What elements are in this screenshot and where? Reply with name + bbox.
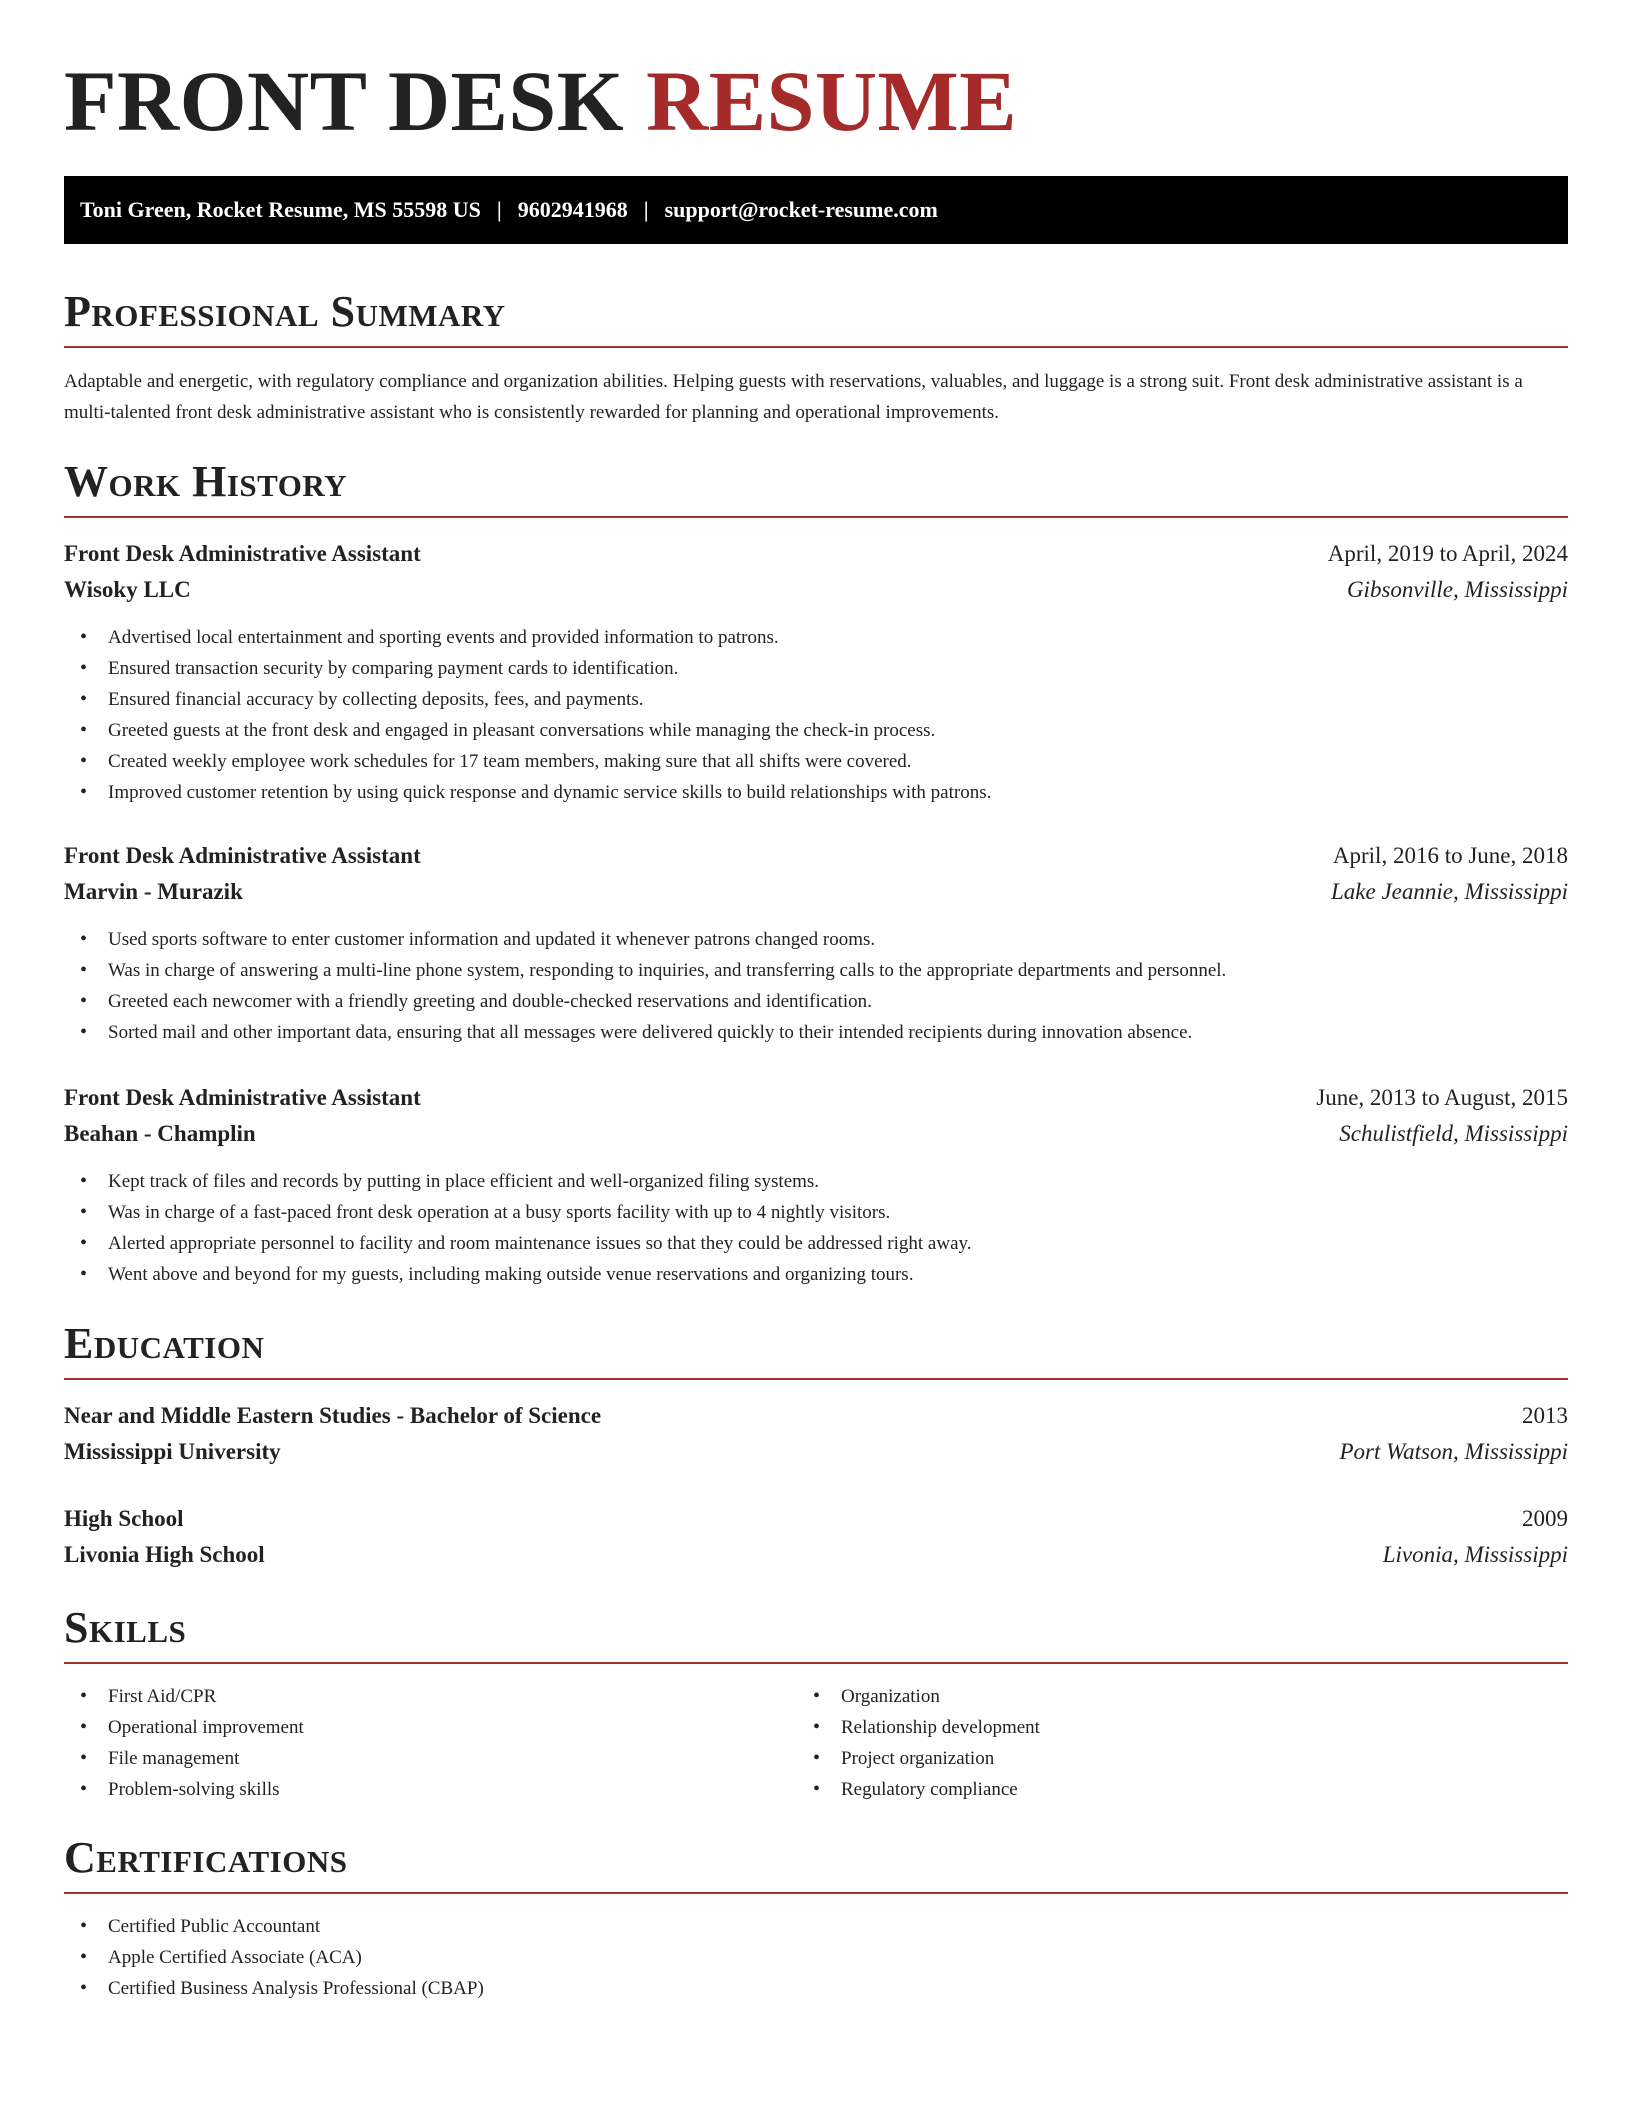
list-item: • Greeted guests at the front desk and engaged in pleasant conversations while managing the check-in process. <box>64 715 991 746</box>
job-location: Lake Jeannie, Mississippi <box>1331 879 1568 904</box>
contact-email: support@rocket-resume.com <box>664 197 938 222</box>
job-title: Front Desk Administrative Assistant <box>64 541 421 566</box>
job-company: Wisoky LLC <box>64 577 191 602</box>
section-title-summary: Professional Summary <box>64 287 506 336</box>
education-year: 2013 <box>1522 1403 1568 1428</box>
list-item: • Certified Public Accountant <box>64 1911 484 1942</box>
list-item: • Greeted each newcomer with a friendly greeting and double-checked reservations and identification. <box>64 986 1226 1017</box>
section-divider <box>64 1662 1568 1664</box>
job-company: Beahan - Champlin <box>64 1121 256 1146</box>
contact-address: Toni Green, Rocket Resume, MS 55598 US <box>80 197 481 222</box>
contact-separator: | <box>643 197 649 222</box>
list-item: • Certified Business Analysis Professional (CBAP) <box>64 1973 484 2004</box>
job-header <box>64 838 1568 874</box>
list-item: • Operational improvement <box>64 1712 304 1743</box>
list-item: • Was in charge of answering a multi-line phone system, responding to inquiries, and transferring calls to the appropriate departments and personnel. <box>64 955 1226 986</box>
title-main: FRONT DESK <box>64 53 625 149</box>
job-bullets <box>64 622 991 808</box>
education-degree: Near and Middle Eastern Studies - Bachelor of Science <box>64 1403 602 1428</box>
job-dates: April, 2019 to April, 2024 <box>1327 541 1568 566</box>
section-divider <box>64 1892 1568 1894</box>
education-header <box>64 1398 1568 1434</box>
job-title: Front Desk Administrative Assistant <box>64 1085 421 1110</box>
list-item: • Ensured transaction security by comparing payment cards to identification. <box>64 653 991 684</box>
job-header <box>64 536 1568 572</box>
summary-text: Adaptable and energetic, with regulatory compliance and organization abilities. Helping guests with reservations, valuables, and luggage is a strong suit. Front desk administrative assistant is a multi-talented front desk administrative assistant who is consistently rewarded for planning and operational improvements. <box>64 371 1523 423</box>
section-title-education: Education <box>64 1319 265 1368</box>
job-title: Front Desk Administrative Assistant <box>64 843 421 868</box>
list-item: • Alerted appropriate personnel to facility and room maintenance issues so that they could be addressed right away. <box>64 1228 972 1259</box>
list-item: • Sorted mail and other important data, ensuring that all messages were delivered quickly to their intended recipients during innovation absence. <box>64 1017 1226 1048</box>
job-bullets <box>64 1166 972 1290</box>
list-item: • Problem-solving skills <box>64 1774 304 1805</box>
job-location: Schulistfield, Mississippi <box>1339 1121 1568 1146</box>
list-item: • Created weekly employee work schedules for 17 team members, making sure that all shifts were covered. <box>64 746 991 777</box>
list-item: • Apple Certified Associate (ACA) <box>64 1942 484 1973</box>
job-bullets <box>64 924 1226 1048</box>
job-header <box>64 1080 1568 1116</box>
education-school: Livonia High School <box>64 1542 265 1567</box>
list-item: • Improved customer retention by using quick response and dynamic service skills to build relationships with patrons. <box>64 777 991 808</box>
list-item: • Relationship development <box>797 1712 1040 1743</box>
job-dates: June, 2013 to August, 2015 <box>1316 1085 1568 1110</box>
skills-list-right <box>797 1681 1040 1805</box>
job-company: Marvin - Murazik <box>64 879 243 904</box>
section-divider <box>64 1378 1568 1380</box>
education-year: 2009 <box>1522 1506 1568 1531</box>
title-accent: RESUME <box>646 53 1018 149</box>
list-item: • First Aid/CPR <box>64 1681 304 1712</box>
contact-bar <box>64 176 1568 244</box>
section-title-certifications: Certifications <box>64 1833 348 1882</box>
skills-list-left <box>64 1681 304 1805</box>
job-subheader <box>64 572 1568 608</box>
list-item: • Project organization <box>797 1743 1040 1774</box>
job-subheader <box>64 874 1568 910</box>
job-dates: April, 2016 to June, 2018 <box>1332 843 1568 868</box>
education-degree: High School <box>64 1506 184 1531</box>
contact-phone: 9602941968 <box>517 197 628 222</box>
section-divider <box>64 346 1568 348</box>
list-item: • Regulatory compliance <box>797 1774 1040 1805</box>
job-subheader <box>64 1116 1568 1152</box>
list-item: • Advertised local entertainment and sporting events and provided information to patrons. <box>64 622 991 653</box>
education-school: Mississippi University <box>64 1439 281 1464</box>
education-header <box>64 1501 1568 1537</box>
education-subheader <box>64 1434 1568 1470</box>
education-location: Livonia, Mississippi <box>1382 1542 1568 1567</box>
list-item: • Ensured financial accuracy by collecting deposits, fees, and payments. <box>64 684 991 715</box>
list-item: • Used sports software to enter customer information and updated it whenever patrons changed rooms. <box>64 924 1226 955</box>
certifications-list <box>64 1911 484 2004</box>
section-divider <box>64 516 1568 518</box>
contact-separator: | <box>496 197 502 222</box>
section-title-work: Work History <box>64 457 348 506</box>
list-item: • File management <box>64 1743 304 1774</box>
job-location: Gibsonville, Mississippi <box>1346 577 1568 602</box>
section-title-skills: Skills <box>64 1603 187 1652</box>
list-item: • Went above and beyond for my guests, including making outside venue reservations and organizing tours. <box>64 1259 972 1290</box>
list-item: • Organization <box>797 1681 1040 1712</box>
list-item: • Was in charge of a fast-paced front desk operation at a busy sports facility with up to 4 nightly visitors. <box>64 1197 972 1228</box>
resume-title <box>64 53 1018 149</box>
list-item: • Kept track of files and records by putting in place efficient and well-organized filing systems. <box>64 1166 972 1197</box>
education-location: Port Watson, Mississippi <box>1339 1439 1568 1464</box>
education-subheader <box>64 1537 1568 1573</box>
